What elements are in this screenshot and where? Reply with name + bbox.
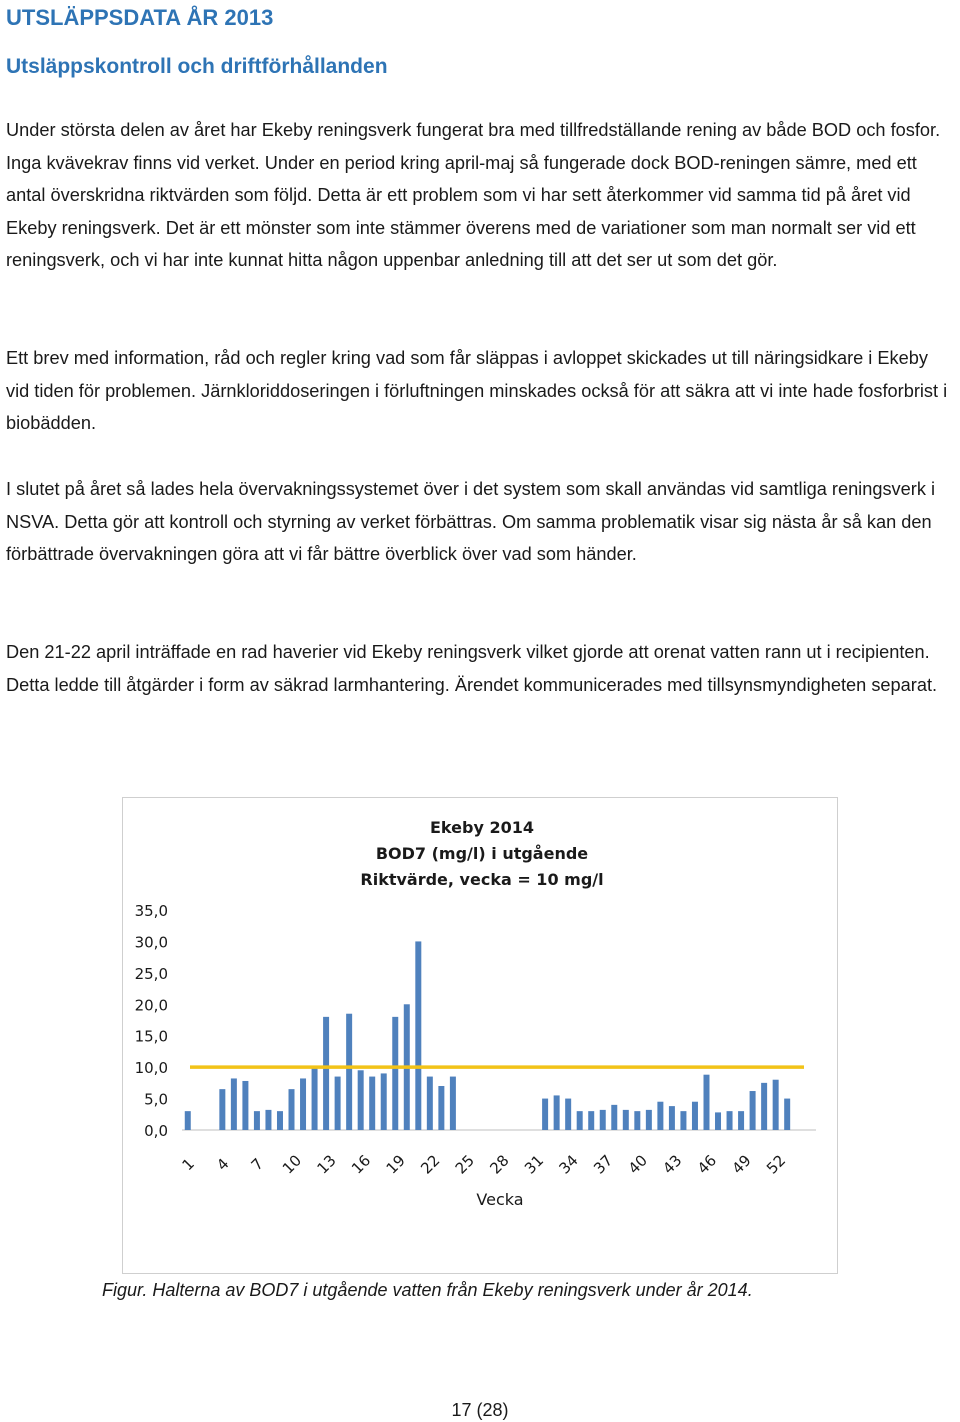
bar-week-19 — [392, 1017, 398, 1130]
x-tick-label: 7 — [247, 1154, 268, 1175]
bar-week-9 — [277, 1111, 283, 1130]
bar-week-37 — [600, 1110, 606, 1130]
bar-week-51 — [761, 1083, 767, 1130]
bar-week-52 — [773, 1080, 779, 1130]
y-tick-label: 0,0 — [144, 1122, 168, 1140]
figure-caption: Figur. Halterna av BOD7 i utgående vatten från Ekeby reningsverk under år 2014. — [102, 1280, 753, 1300]
y-tick-label: 10,0 — [134, 1059, 168, 1078]
bar-week-17 — [369, 1077, 375, 1130]
bod7-chart — [122, 797, 838, 1274]
bar-week-18 — [381, 1073, 387, 1130]
bar-week-14 — [335, 1077, 341, 1130]
bar-week-39 — [623, 1110, 629, 1130]
x-tick-label: 22 — [417, 1151, 444, 1178]
bar-week-38 — [611, 1105, 617, 1130]
x-tick-label: 1 — [178, 1154, 198, 1175]
bar-week-24 — [450, 1077, 456, 1130]
x-tick-label: 28 — [486, 1151, 513, 1178]
page-number: 17 (28) — [451, 1400, 509, 1420]
bar-week-4 — [219, 1089, 225, 1130]
paragraph-3: I slutet på året så lades hela övervakningssystemet över i det system som skall användas vid samtliga reningsverk i NSVA. Detta gör att kontroll och styrning av verket förbättras. Om samma problematik visar sig nästa år så kan den förbättrade övervakningen göra att vi får bättre överblick över vad som händer. — [6, 479, 936, 565]
bar-week-22 — [427, 1077, 433, 1130]
chart-title-line: BOD7 (mg/l) i utgående — [375, 844, 589, 863]
y-tick-label: 5,0 — [144, 1090, 168, 1109]
x-tick-label: 4 — [213, 1154, 233, 1175]
x-tick-label: 43 — [659, 1151, 686, 1178]
bar-week-34 — [565, 1099, 571, 1130]
bar-week-46 — [703, 1075, 709, 1130]
bar-week-7 — [254, 1111, 260, 1130]
x-tick-label: 13 — [313, 1151, 340, 1178]
bar-week-15 — [346, 1014, 352, 1130]
bar-week-undefined — [784, 1099, 790, 1130]
bar-week-21 — [415, 941, 421, 1130]
x-tick-label: 19 — [382, 1151, 409, 1178]
bar-week-5 — [231, 1078, 237, 1130]
bar-week-11 — [300, 1078, 306, 1130]
bar-week-40 — [634, 1111, 640, 1130]
paragraph-4: Den 21-22 april inträffade en rad haverier vid Ekeby reningsverk vilket gjorde att orenat vatten rann ut i recipienten. Detta ledde till åtgärder i form av säkrad larmhantering. Ärendet kommunicerades med tillsynsmyndigheten separat. — [6, 642, 938, 695]
y-tick-label: 20,0 — [134, 996, 168, 1015]
bar-week-13 — [323, 1017, 329, 1130]
bar-week-32 — [542, 1099, 548, 1130]
bar-week-8 — [265, 1110, 271, 1130]
paragraph-2: Ett brev med information, råd och regler kring vad som får släppas i avloppet skickades ut till näringsidkare i Ekeby vid tiden för problemen. Järnkloriddoseringen i förluftningen minskades också för att säkra att vi inte hade fosforbrist i biobädden. — [6, 348, 948, 434]
x-tick-label: 16 — [348, 1151, 375, 1178]
x-tick-label: 37 — [590, 1151, 617, 1178]
x-tick-label: 46 — [693, 1151, 721, 1178]
bar-week-42 — [657, 1102, 663, 1130]
paragraph-1: Under största delen av året har Ekeby reningsverk fungerat bra med tillfredställande rening av både BOD och fosfor. Inga kvävekrav finns vid verket. Under en period kring april-maj så fungerade dock BOD-reningen sämre, med ett antal överskridna riktvärden som följd. Detta är ett problem som vi har sett återkommer vid samma tid på året vid Ekeby reningsverk. Det är ett mönster som inte stämmer överens med de variationer som man normalt ser vid ett reningsverk, och vi har inte kunnat hitta någon uppenbar anledning till att det ser ut som det gör. — [6, 120, 941, 271]
bar-week-23 — [438, 1086, 444, 1130]
bar-week-33 — [554, 1095, 560, 1130]
bar-week-6 — [242, 1081, 248, 1130]
y-tick-label: 30,0 — [134, 933, 168, 952]
chart-title-line: Riktvärde, vecka = 10 mg/l — [360, 870, 604, 889]
bar-week-35 — [577, 1111, 583, 1130]
bar-week-12 — [312, 1066, 318, 1130]
bar-week-36 — [588, 1111, 594, 1130]
x-axis-label: Vecka — [476, 1190, 524, 1209]
x-tick-label: 40 — [624, 1151, 651, 1178]
bar-week-1 — [185, 1111, 191, 1130]
bar-week-49 — [738, 1111, 744, 1130]
x-tick-label: 31 — [520, 1151, 548, 1178]
bar-week-48 — [727, 1111, 733, 1130]
bar-week-10 — [289, 1089, 295, 1130]
bar-week-16 — [358, 1070, 364, 1130]
chart-title-line: Ekeby 2014 — [430, 818, 534, 837]
page-title: UTSLÄPPSDATA ÅR 2013 — [6, 5, 274, 30]
bar-week-50 — [750, 1091, 756, 1130]
bar-week-44 — [680, 1111, 686, 1130]
bar-week-47 — [715, 1112, 721, 1130]
x-tick-label: 34 — [555, 1151, 582, 1178]
y-tick-label: 15,0 — [134, 1027, 168, 1046]
bar-week-45 — [692, 1102, 698, 1130]
x-tick-label: 25 — [451, 1151, 478, 1178]
x-tick-label: 52 — [763, 1151, 790, 1178]
bar-week-43 — [669, 1106, 675, 1130]
y-tick-label: 35,0 — [134, 902, 168, 920]
x-tick-label: 49 — [728, 1151, 755, 1178]
y-tick-label: 25,0 — [134, 964, 168, 983]
section-heading: Utsläppskontroll och driftförhållanden — [6, 55, 388, 78]
x-tick-label: 10 — [278, 1151, 306, 1178]
bar-week-41 — [646, 1110, 652, 1130]
